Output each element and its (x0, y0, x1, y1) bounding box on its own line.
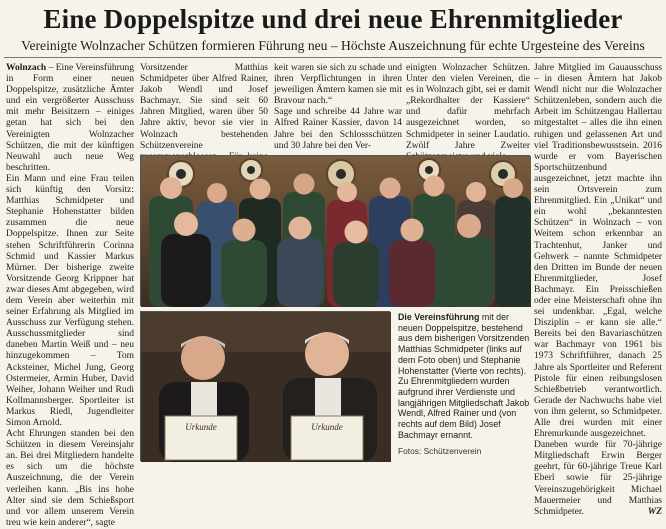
certificate-label-left: Urkunde (185, 422, 217, 432)
author-initials: WZ (647, 506, 662, 517)
header-rule (4, 57, 662, 58)
group-photo (140, 155, 530, 306)
award-photo (140, 311, 390, 461)
column-1-text: – Eine Vereinsführung in Form einer neuen Doppelspitze, zusätzliche Ämter und ein vergrößerter Ausschuss mit mehr Beisitzern – einiges getan hat sich bei den Vereinigten Wolnzacher Schützen, die mit der künftigen Neuwahl auch neue Weg beschritten. Ein Mann und eine Frau teilen sich künftig den Vorsitz: Matthias Schmidpeter und Stephanie Hohenstatter bilden zusammen die neue Doppelspitze. Ihnen zur Seite stehen Schriftführerin Corinna Schmid und Kassier Markus Mürner. Der bisherige zweite Vorsitzende Georg Krippner hat zwar dieses Amt abgegeben, wird dem Verein aber weiterhin mit seiner Erfahrung als Mitglied im Ausschuss zur Verfügung stehen. Ausschussmitglieder sind daneben Martin Weiß und – neu hinzugekommen – Tom Acksteiner, Michel Jung, Georg Ostermeier, Armin Huber, David Weiher, Johann Weiher und Rudi Kollmannsberger. Sportleiter ist Markus Riedl, Jugendleiter Simon Arnold. Acht Ehrungen standen bei den Schützen in diesem Vereinsjahr an. Bei drei Mitgliedern handelte es sich um die höchste Auszeichnung, die der Verein verleihen kann. „Bis ins hohe Alter sind sie dem Schießsport und vor allem unserem Verein treu wie kein anderer“, sagte (6, 63, 134, 528)
dateline-place: Wolnzach (6, 63, 47, 73)
photo-credit: Fotos: Schützenverein (398, 446, 482, 456)
certificate-label-right: Urkunde (311, 422, 343, 432)
column-6-text: Jahre Mitglied im Gauausschuss – in diesen Ämtern hat Jakob Wendl nicht nur die Wolnzacher Schützenleben, sondern auch die Arbeit im Schützengau Hallertau mitgestaltet – alles die ihn einen ruhigen und gelassenen Art und viel Traditionsbewusstsein. 2016 wurde er vom Bayerischen Sportschützenbund ausgezeichnet, jetzt machte ihn sein Ortsverein zum Ehrenmitglied. Ein „Unikat“ und ein wohl „bekanntesten Schützen“ in Wolnzach – von Weitem schon erkennbar an Trachtenhut, Janker und Gehwerk – nannte Schmidpeter den Dritten im Bunde der neuen Ehrenmitglieder, Josef Bachmayr. Ein Preisschießen oder eine Meisterschaft ohne ihn sei undenkbar. „Egal, welche Disziplin – er kann sie alle.“ Bereits bei den Bavariaschützen war Bachmayr von 1961 bis 1973 Schriftführer, danach 25 Jahre als Sportleiter und Referent Pistole für einen reibungslosen Schießbetrieb verantwortlich. Gerade der Nachwuchs habe viel von ihm gelernt, so Schmidpeter. Alle drei wurden mit einer Ehrenurkunde ausgezeichnet. Daneben wurde für 70-jährige Mitgliedschaft Erwin Berger geehrt, für 60-jährige Treue Karl Eberl sowie für 25-jährige Vereinszugehörigkeit Michael Mauermeier und Matthias Schmidpeter. (534, 63, 662, 517)
award-photo-illustration (141, 312, 391, 462)
group-photo-illustration (141, 156, 531, 307)
article-column-6 (534, 63, 662, 517)
caption-text: mit der neuen Doppelspitze, bestehend aus dem bisherigen Vorsitzenden Matthias Schmidpeter (links auf dem Foto oben) und Stephanie Hohenstatter (Vierte von rechts). Zu Ehrenmitgliedern wurden aufgrund ihrer Verdienste und langjährigen Mitgliedschaft Jakob Wendl, Alfred Rainer und (von rechts auf dem Bild) Josef Bachmayr ernannt. (398, 312, 530, 440)
article-column-1 (6, 63, 134, 528)
article-column-3: keit waren sie sich zu schade und ihren Verpflichtungen in ihren jeweiligen Ämtern kamen sie mit Bravour nach.“ Sage und schreibe 44 Jahre war Alfred Rainer Kassier, davon 14 Jahre bei den Schlossschützen und 30 Jahre bei den Ver- (274, 63, 402, 151)
subheadline: Vereinigte Wolnzacher Schützen formieren Führung neu – Höchste Auszeichnung für echte Urgesteine des Vereins (21, 38, 645, 53)
caption-lead: Die Vereinsführung (398, 312, 480, 322)
headline: Eine Doppelspitze und drei neue Ehrenmitglieder (43, 4, 623, 34)
photo-caption (398, 312, 530, 440)
article-column-4: einigten Wolnzacher Schützen. Unter den vielen Vereinen, die es in Wolnzach gibt, sei er damit „Rekordhalter der Kassiere“ und dafür mehrfach ausgezeichnet worden, so Schmidpeter in seiner Laudatio. Zwölf Jahre Zweiter (406, 63, 530, 151)
article-column-2: Vorsitzender Matthias Schmidpeter über Alfred Rainer, Jakob Wendl und Josef Bachmayr. Sie sind seit 60 Jahren Mitglied, waren über 50 Jahre aktiv, bevor sie vier in Wolnzach bestehenden Schützenvereine (140, 63, 268, 151)
